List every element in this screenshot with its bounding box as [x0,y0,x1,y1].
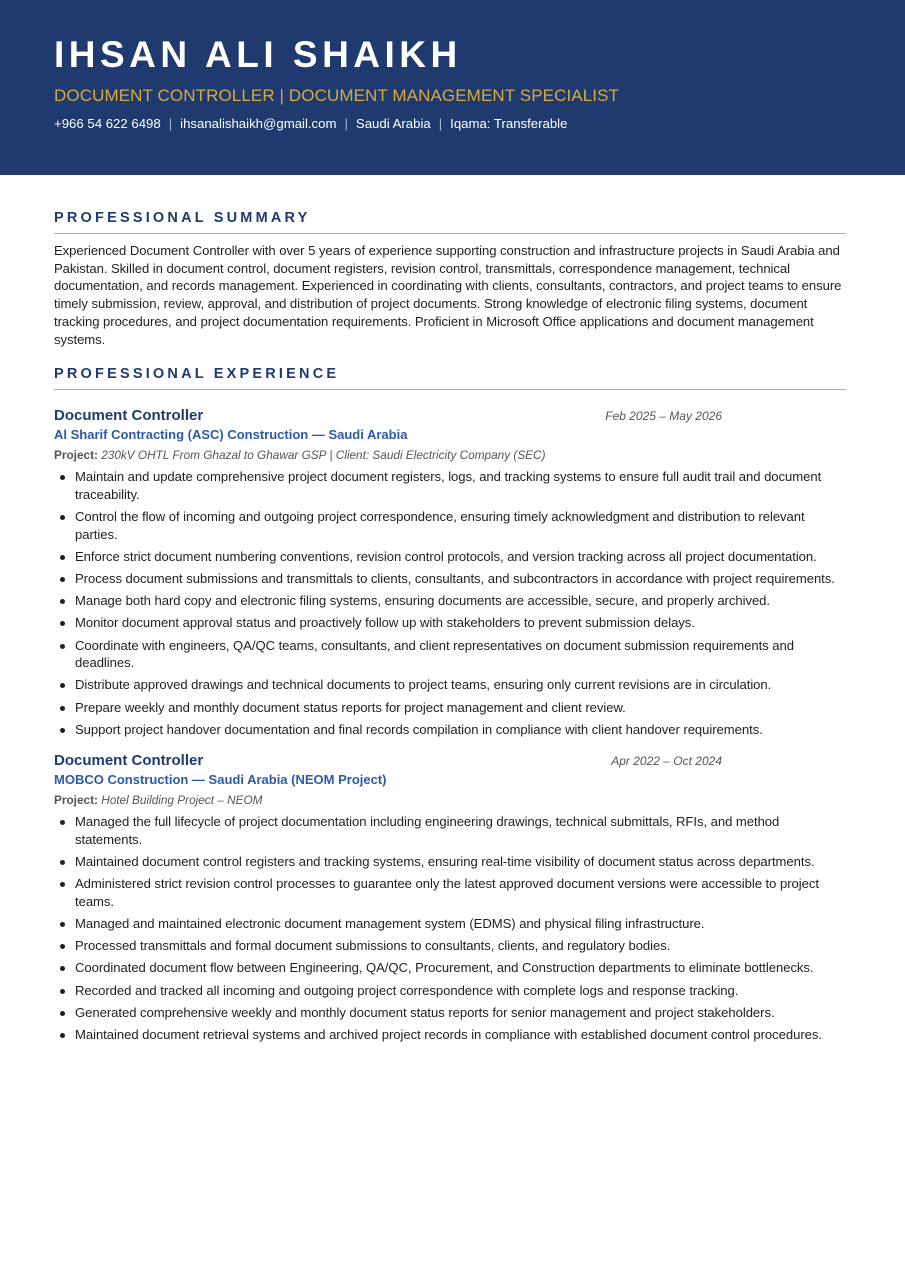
list-item: Coordinate with engineers, QA/QC teams, consultants, and client representatives on document submission requirements and deadlines. [54,637,846,672]
list-item: Process document submissions and transmittals to clients, consultants, and subcontractors in accordance with project requirements. [54,570,846,588]
candidate-headline: DOCUMENT CONTROLLER | DOCUMENT MANAGEMENT SPECIALIST [54,86,620,105]
section-title-summary: PROFESSIONAL SUMMARY [54,210,846,234]
contact-phone[interactable]: +966 54 622 6498 [54,116,161,131]
job-dates: Apr 2022 – Oct 2024 [611,754,722,769]
list-item: Administered strict revision control processes to guarantee only the latest approved document versions were accessible to project teams. [54,875,846,910]
list-item: Control the flow of incoming and outgoing project correspondence, ensuring timely acknowledgment and distribution to relevant parties. [54,508,846,543]
job-title: Document Controller [54,407,204,425]
summary-text: Experienced Document Controller with over 5 years of experience supporting construction and infrastructure projects in Saudi Arabia and Pakistan. Skilled in document control, document registers, revision control, transmittals, correspondence management, technical documentation, and records management. Experienced in coordinating with clients, consultants, contractors, and project teams to ensure timely submission, review, approval, and distribution of project documents. Strong knowledge of electronic filing systems, document tracking procedures, and project documentation requirements. Proficient in Microsoft Office applications and document management systems. [54,243,842,347]
project-text: 230kV OHTL From Ghazal to Ghawar GSP | Client: Saudi Electricity Company (SEC) [101,448,546,463]
contact-separator: | [438,116,443,131]
list-item: Recorded and tracked all incoming and outgoing project correspondence with complete logs and response tracking. [54,982,846,1000]
list-item: Distribute approved drawings and technical documents to project teams, ensuring only current revisions are in circulation. [54,676,846,694]
contact-separator: | [344,116,348,131]
job-dates: Feb 2025 – May 2026 [605,409,722,424]
job-project [54,793,846,807]
list-item: Monitor document approval status and proactively follow up with stakeholders to prevent submission delays. [54,614,846,632]
list-item: Manage both hard copy and electronic filing systems, ensuring documents are accessible, secure, and properly archived. [54,592,846,610]
resume-header [0,0,905,175]
list-item: Generated comprehensive weekly and monthly document status reports for senior management and project stakeholders. [54,1004,846,1022]
list-item: Managed the full lifecycle of project documentation including engineering drawings, technical submittals, RFIs, and method statements. [54,813,846,848]
list-item: Processed transmittals and formal document submissions to consultants, clients, and regulatory bodies. [54,937,846,955]
list-item: Maintain and update comprehensive project document registers, logs, and tracking systems to ensure full audit trail and document traceability. [54,468,846,503]
job-entry [54,752,846,1043]
section-title-experience: PROFESSIONAL EXPERIENCE [54,366,846,390]
job-title: Document Controller [54,752,204,770]
list-item: Support project handover documentation and final records compilation in compliance with client handover requirements. [54,721,846,739]
job-bullets [54,468,846,738]
list-item: Prepare weekly and monthly document status reports for project management and client review. [54,699,846,717]
contact-line [54,116,567,131]
job-bullets [54,813,846,1043]
job-company: MOBCO Construction — Saudi Arabia (NEOM Project) [54,772,387,788]
list-item: Maintained document control registers and tracking systems, ensuring real-time visibility of document status across departments. [54,853,846,871]
project-label: Project: [54,793,98,808]
project-label: Project: [54,448,98,463]
list-item: Enforce strict document numbering conventions, revision control protocols, and version tracking across all project documentation. [54,548,846,566]
candidate-name: IHSAN ALI SHAIKH [54,34,462,75]
job-company: Al Sharif Contracting (ASC) Construction — Saudi Arabia [54,427,408,443]
job-entry [54,407,846,738]
contact-separator: | [168,116,173,131]
list-item: Coordinated document flow between Engineering, QA/QC, Procurement, and Construction departments to eliminate bottlenecks. [54,959,846,977]
contact-email[interactable]: ihsanalishaikh@gmail.com [180,116,337,131]
contact-iqama: Iqama: Transferable [450,116,568,131]
resume-body [54,210,846,1048]
project-text: Hotel Building Project – NEOM [101,793,263,808]
contact-location: Saudi Arabia [355,116,431,131]
job-project [54,448,846,462]
list-item: Maintained document retrieval systems and archived project records in compliance with established document control procedures. [54,1026,846,1044]
list-item: Managed and maintained electronic document management system (EDMS) and physical filing infrastructure. [54,915,846,933]
